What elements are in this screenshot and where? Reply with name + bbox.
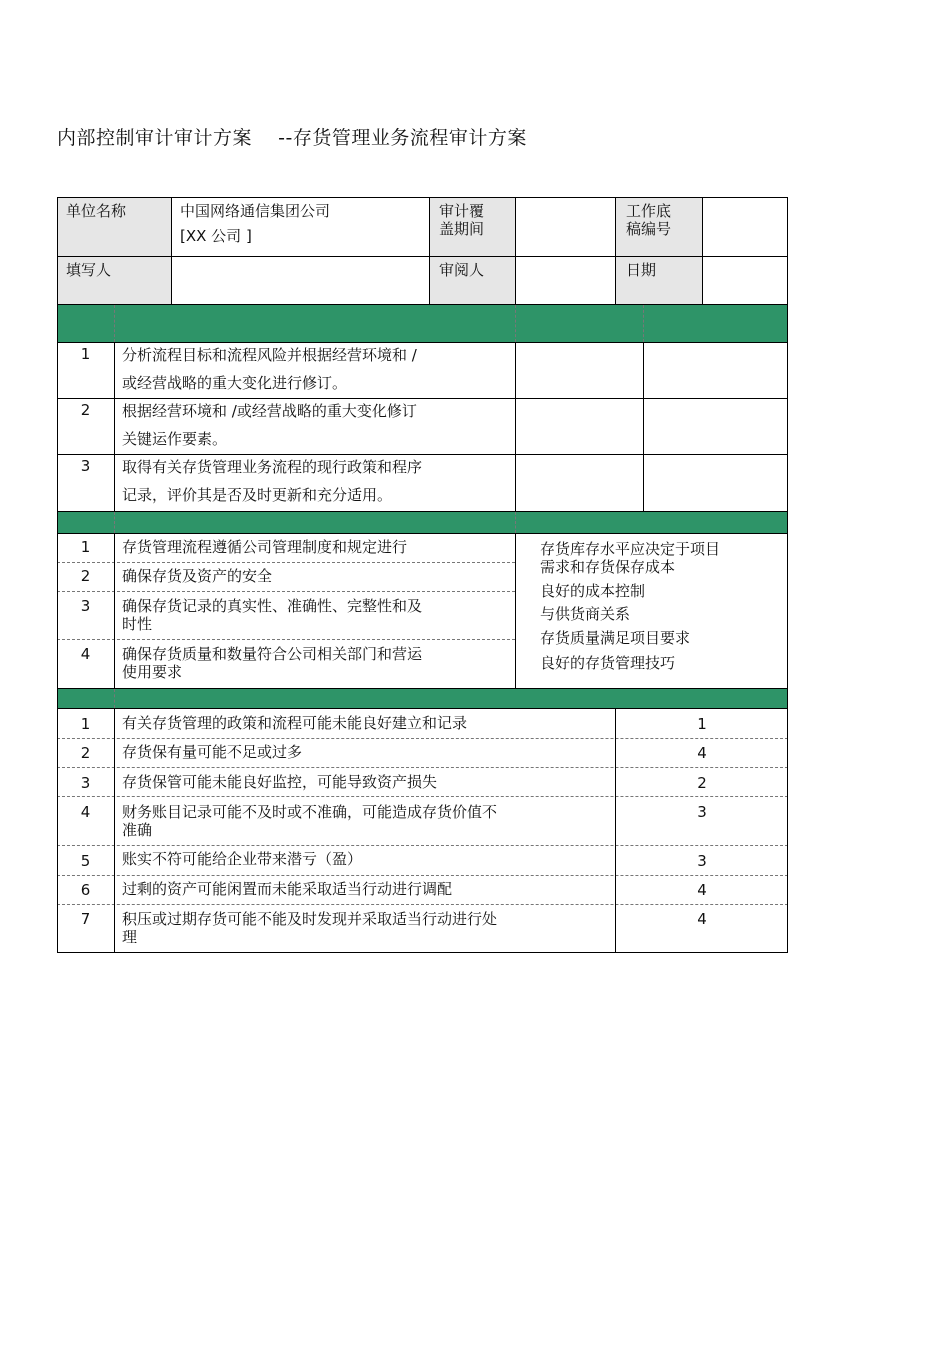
list-item-text: 积压或过期存货可能不能及时发现并采取适当行动进行处 bbox=[122, 910, 498, 928]
list-item-number: 6 bbox=[80, 881, 91, 899]
objective-item: 良好的成本控制 bbox=[540, 582, 646, 600]
objective-item: 存货库存水平应决定于项目 bbox=[540, 540, 721, 558]
list-item-number: 1 bbox=[80, 538, 91, 556]
page-title: 内部控制审计审计方案 --存货管理业务流程审计方案 bbox=[57, 127, 527, 149]
audit-period-label: 审计覆 bbox=[439, 202, 485, 220]
risk-score: 4 bbox=[697, 744, 707, 762]
list-item-text: 确保存货及资产的安全 bbox=[122, 567, 273, 585]
risk-score: 2 bbox=[697, 774, 707, 792]
workpaper-no-label: 工作底 bbox=[626, 202, 672, 220]
date-label: 日期 bbox=[626, 261, 657, 279]
unit-name-value-sub: [XX 公司 ] bbox=[180, 227, 252, 245]
list-item-text: 记录，评价其是否及时更新和充分适用。 bbox=[122, 486, 393, 504]
objective-item: 存货质量满足项目要求 bbox=[540, 629, 691, 647]
list-item-number: 3 bbox=[80, 774, 91, 792]
section-band-3 bbox=[58, 689, 787, 708]
list-item-number: 3 bbox=[80, 597, 91, 615]
objective-item: 需求和存货保存成本 bbox=[540, 558, 676, 576]
objective-item: 良好的存货管理技巧 bbox=[540, 654, 676, 672]
list-item-number: 7 bbox=[80, 910, 91, 928]
risk-score: 3 bbox=[697, 852, 707, 870]
list-item-text: 理 bbox=[122, 928, 138, 946]
section-band-1 bbox=[58, 305, 787, 342]
list-item-text: 确保存货质量和数量符合公司相关部门和营运 bbox=[122, 645, 423, 663]
workpaper-no-label-2: 稿编号 bbox=[626, 220, 672, 238]
list-item-number: 2 bbox=[80, 744, 91, 762]
list-item-number: 3 bbox=[80, 457, 91, 475]
section-band-2 bbox=[58, 512, 787, 533]
reviewer-label: 审阅人 bbox=[439, 261, 485, 279]
list-item-text: 根据经营环境和 /或经营战略的重大变化修订 bbox=[122, 402, 417, 420]
list-item-text: 时性 bbox=[122, 615, 153, 633]
list-item-number: 2 bbox=[80, 567, 91, 585]
list-item-text: 存货保管可能未能良好监控，可能导致资产损失 bbox=[122, 773, 438, 791]
unit-name-value: 中国网络通信集团公司 bbox=[180, 202, 331, 220]
list-item-text: 使用要求 bbox=[122, 663, 183, 681]
list-item-text: 过剩的资产可能闲置而未能采取适当行动进行调配 bbox=[122, 880, 453, 898]
risk-score: 4 bbox=[697, 881, 707, 899]
list-item-text: 准确 bbox=[122, 821, 153, 839]
list-item-number: 1 bbox=[80, 715, 91, 733]
unit-name-label: 单位名称 bbox=[66, 202, 127, 220]
list-item-text: 取得有关存货管理业务流程的现行政策和程序 bbox=[122, 458, 423, 476]
list-item-text: 账实不符可能给企业带来潜亏（盈） bbox=[122, 850, 363, 868]
list-item-text: 分析流程目标和流程风险并根据经营环境和 / bbox=[122, 346, 417, 364]
list-item-number: 1 bbox=[80, 345, 91, 363]
list-item-text: 财务账目记录可能不及时或不准确，可能造成存货价值不 bbox=[122, 803, 498, 821]
list-item-number: 5 bbox=[80, 852, 91, 870]
list-item-text: 存货保有量可能不足或过多 bbox=[122, 743, 303, 761]
list-item-text: 确保存货记录的真实性、准确性、完整性和及 bbox=[122, 597, 423, 615]
list-item-text: 或经营战略的重大变化进行修订。 bbox=[122, 374, 348, 392]
risk-score: 4 bbox=[697, 910, 707, 928]
list-item-text: 有关存货管理的政策和流程可能未能良好建立和记录 bbox=[122, 714, 468, 732]
list-item-text: 存货管理流程遵循公司管理制度和规定进行 bbox=[122, 538, 408, 556]
list-item-text: 关键运作要素。 bbox=[122, 430, 228, 448]
list-item-number: 4 bbox=[80, 803, 91, 821]
list-item-number: 2 bbox=[80, 401, 91, 419]
risk-score: 1 bbox=[697, 715, 707, 733]
objective-item: 与供货商关系 bbox=[540, 605, 631, 623]
audit-period-label-2: 盖期间 bbox=[439, 220, 485, 238]
list-item-number: 4 bbox=[80, 645, 91, 663]
filler-label: 填写人 bbox=[66, 261, 112, 279]
risk-score: 3 bbox=[697, 803, 707, 821]
